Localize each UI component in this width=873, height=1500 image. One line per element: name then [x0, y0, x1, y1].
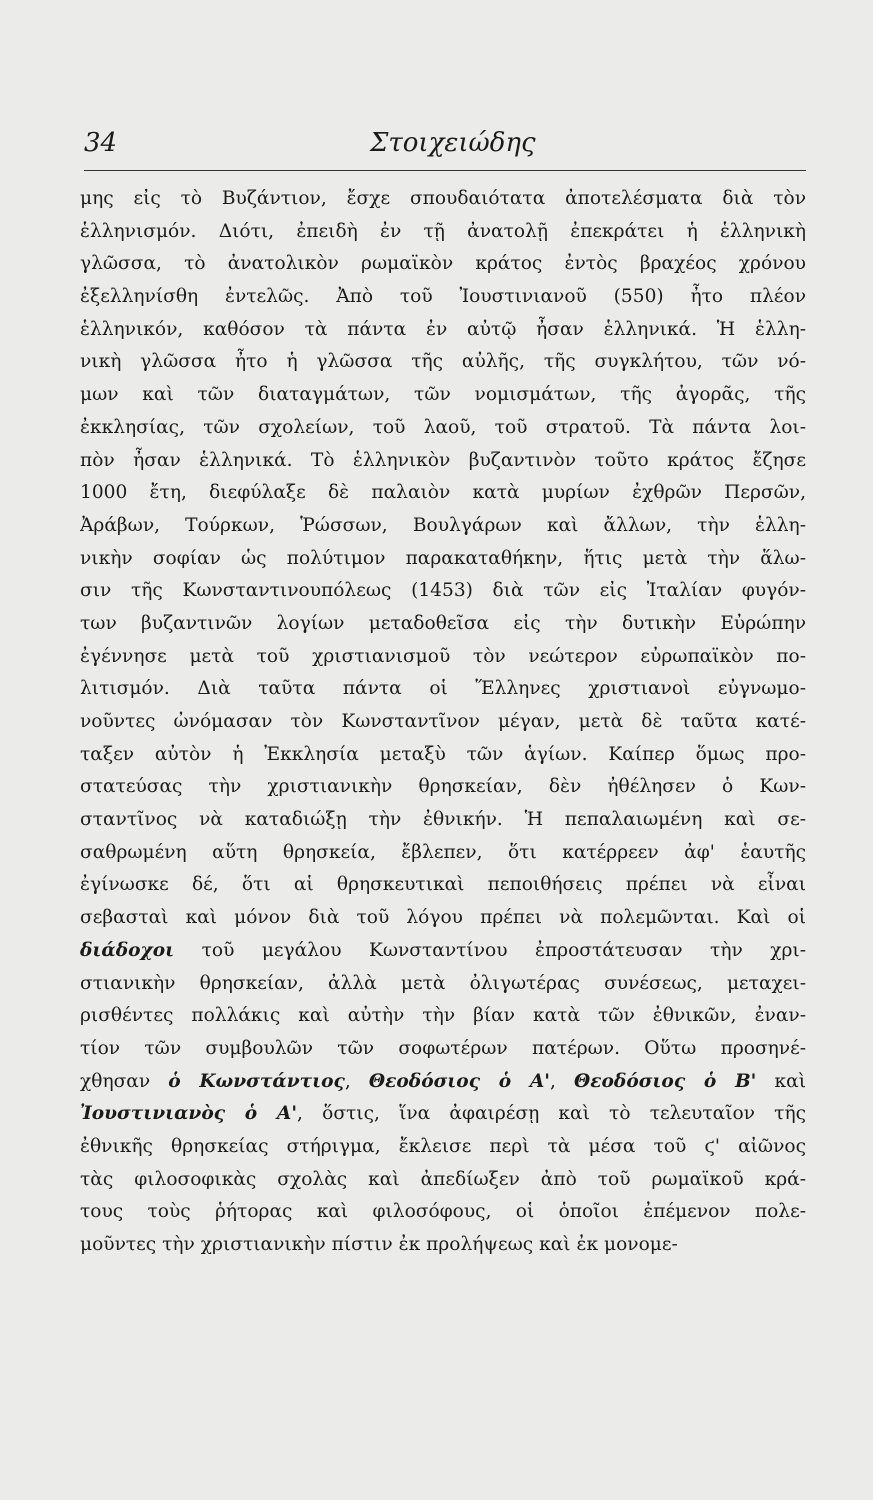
text-segment: σιν τῆς Κωνσταντινουπόλεως (1453) διὰ τῶν εἰς Ἰταλίαν φυγόν-: [80, 580, 806, 602]
text-line: [80, 935, 806, 968]
text-segment: των βυζαντινῶν λογίων μεταδοθεῖσα εἰς τὴν δυτικὴν Εὐρώπην: [80, 612, 806, 634]
text-line: [80, 281, 806, 314]
text-line: [80, 183, 806, 216]
text-line: [80, 412, 806, 445]
text-line: [80, 1033, 806, 1066]
text-segment: ἐγίνωσκε δέ, ὅτι αἱ θρησκευτικαὶ πεποιθήσεις πρέπει νὰ εἶναι: [80, 874, 806, 896]
text-line: [80, 673, 806, 706]
text-segment: , ὅστις, ἵνα ἀφαιρέσῃ καὶ τὸ τελευταῖον τῆς: [297, 1103, 806, 1125]
text-line: [80, 968, 806, 1001]
text-segment: νικὴ γλῶσσα ἦτο ἡ γλῶσσα τῆς αὐλῆς, τῆς συγκλήτου, τῶν νό-: [80, 351, 806, 373]
text-segment: ἐκκλησίας, τῶν σχολείων, τοῦ λαοῦ, τοῦ στρατοῦ. Τὰ πάντα λοι-: [80, 416, 806, 438]
emphasized-name: Θεοδόσιος ὁ Α': [368, 1070, 550, 1092]
text-segment: σαθρωμένη αὕτη θρησκεία, ἔβλεπεν, ὅτι κατέρρεεν ἀφ' ἑαυτῆς: [80, 841, 806, 863]
emphasized-name: Ἰουστινιανὸς ὁ Α': [80, 1103, 298, 1125]
page-number: 34: [84, 128, 118, 158]
text-line: [80, 1000, 806, 1033]
text-segment: τοῦ μεγάλου Κωνσταντίνου ἐπροστάτευσαν τὴν χρι-: [174, 939, 806, 961]
text-segment: 1000 ἔτη, διεφύλαξε δὲ παλαιὸν κατὰ μυρίων ἐχθρῶν Περσῶν,: [80, 482, 806, 504]
text-segment: γλῶσσα, τὸ ἀνατολικὸν ρωμαϊκὸν κράτος ἐντὸς βραχέος χρόνου: [80, 253, 806, 275]
text-segment: λιτισμόν. Διὰ ταῦτα πάντα οἱ Ἕλληνες χριστιανοὶ εὐγνωμο-: [80, 678, 806, 700]
text-line: [80, 346, 806, 379]
emphasized-name: διάδοχοι: [80, 939, 175, 961]
text-segment: ρισθέντες πολλάκις καὶ αὐτὴν τὴν βίαν κατὰ τῶν ἐθνικῶν, ἐναν-: [80, 1005, 806, 1027]
text-line: [80, 510, 806, 543]
text-line: [80, 869, 806, 902]
text-segment: χθησαν: [80, 1070, 169, 1092]
text-line: [80, 379, 806, 412]
text-line: [80, 1066, 806, 1099]
emphasized-name: Θεοδόσιος ὁ Β': [574, 1070, 757, 1092]
text-segment: ταξεν αὐτὸν ἡ Ἐκκλησία μεταξὺ τῶν ἁγίων. Καίπερ ὅμως προ-: [80, 743, 806, 765]
text-line: [80, 477, 806, 510]
text-segment: ἐθνικῆς θρησκείας στήριγμα, ἔκλεισε περὶ τὰ μέσα τοῦ ϛ' αἰῶνος: [80, 1135, 806, 1157]
text-line: [80, 902, 806, 935]
text-line: [80, 543, 806, 576]
text-segment: νικὴν σοφίαν ὡς πολύτιμον παρακαταθήκην, ἥτις μετὰ τὴν ἅλω-: [80, 547, 806, 569]
text-segment: ἐξελληνίσθη ἐντελῶς. Ἀπὸ τοῦ Ἰουστινιανοῦ (550) ἦτο πλέον: [80, 286, 806, 308]
text-segment: ἐγέννησε μετὰ τοῦ χριστιανισμοῦ τὸν νεώτερον εὐρωπαϊκὸν πο-: [80, 645, 806, 667]
text-segment: ,: [344, 1070, 369, 1092]
text-line: [80, 804, 806, 837]
text-segment: μων καὶ τῶν διαταγμάτων, τῶν νομισμάτων, τῆς ἀγορᾶς, τῆς: [80, 384, 806, 406]
text-line: [80, 1131, 806, 1164]
text-segment: νοῦντες ὠνόμασαν τὸν Κωνσταντῖνον μέγαν, μετὰ δὲ ταῦτα κατέ-: [80, 711, 806, 732]
text-segment: ,: [549, 1070, 575, 1092]
text-segment: ἑλληνισμόν. Διότι, ἐπειδὴ ἐν τῇ ἀνατολῇ ἐπεκράτει ἡ ἑλληνικὴ: [80, 220, 806, 242]
text-line: [80, 445, 806, 478]
text-segment: καὶ: [756, 1070, 806, 1092]
text-segment: στατεύσας τὴν χριστιανικὴν θρησκείαν, δὲν ἠθέλησεν ὁ Κων-: [80, 776, 806, 798]
text-line: [80, 641, 806, 674]
text-line: [80, 1098, 806, 1131]
text-line: [80, 1164, 806, 1197]
text-segment: στιανικὴν θρησκείαν, ἀλλὰ μετὰ ὀλιγωτέρας συνέσεως, μεταχει-: [80, 972, 806, 994]
text-line: [80, 216, 806, 249]
text-segment: πὸν ἦσαν ἑλληνικά. Τὸ ἑλληνικὸν βυζαντινὸν τοῦτο κράτος ἔζησε: [80, 449, 806, 471]
running-title: Στοιχειώδης: [370, 128, 536, 158]
header-rule: [84, 170, 806, 171]
text-segment: σεβασταὶ καὶ μόνον διὰ τοῦ λόγου πρέπει νὰ πολεμῶνται. Καὶ οἱ: [80, 907, 806, 929]
text-segment: τους τοὺς ῥήτορας καὶ φιλοσόφους, οἱ ὁποῖοι ἐπέμενον πολε-: [80, 1201, 806, 1223]
text-line: [80, 575, 806, 608]
body-text: [80, 183, 806, 1262]
text-line: [80, 1196, 806, 1229]
text-line: [80, 1229, 806, 1262]
text-segment: μοῦντες τὴν χριστιανικὴν πίστιν ἐκ προλήψεως καὶ ἐκ μονομε-: [80, 1234, 678, 1255]
text-segment: Ἀράβων, Τούρκων, Ῥώσσων, Βουλγάρων καὶ ἄλλων, τὴν ἑλλη-: [80, 514, 806, 536]
text-line: [80, 771, 806, 804]
page-header: [84, 128, 806, 162]
text-line: [80, 739, 806, 772]
text-line: [80, 706, 806, 739]
text-line: [80, 837, 806, 870]
text-segment: σταντῖνος νὰ καταδιώξῃ τὴν ἐθνικήν. Ἡ πεπαλαιωμένη καὶ σε-: [80, 809, 806, 831]
text-segment: τίον τῶν συμβουλῶν τῶν σοφωτέρων πατέρων. Οὕτω προσηνέ-: [80, 1037, 806, 1059]
text-line: [80, 248, 806, 281]
text-line: [80, 608, 806, 641]
text-segment: ἑλληνικόν, καθόσον τὰ πάντα ἐν αὐτῷ ἦσαν ἑλληνικά. Ἡ ἑλλη-: [80, 318, 806, 340]
text-segment: μης εἰς τὸ Βυζάντιον, ἔσχε σπουδαιότατα ἀποτελέσματα διὰ τὸν: [80, 188, 806, 209]
emphasized-name: ὁ Κωνστάντιος: [168, 1070, 345, 1092]
text-line: [80, 314, 806, 347]
text-segment: τὰς φιλοσοφικὰς σχολὰς καὶ ἀπεδίωξεν ἀπὸ τοῦ ρωμαϊκοῦ κρά-: [80, 1168, 806, 1190]
